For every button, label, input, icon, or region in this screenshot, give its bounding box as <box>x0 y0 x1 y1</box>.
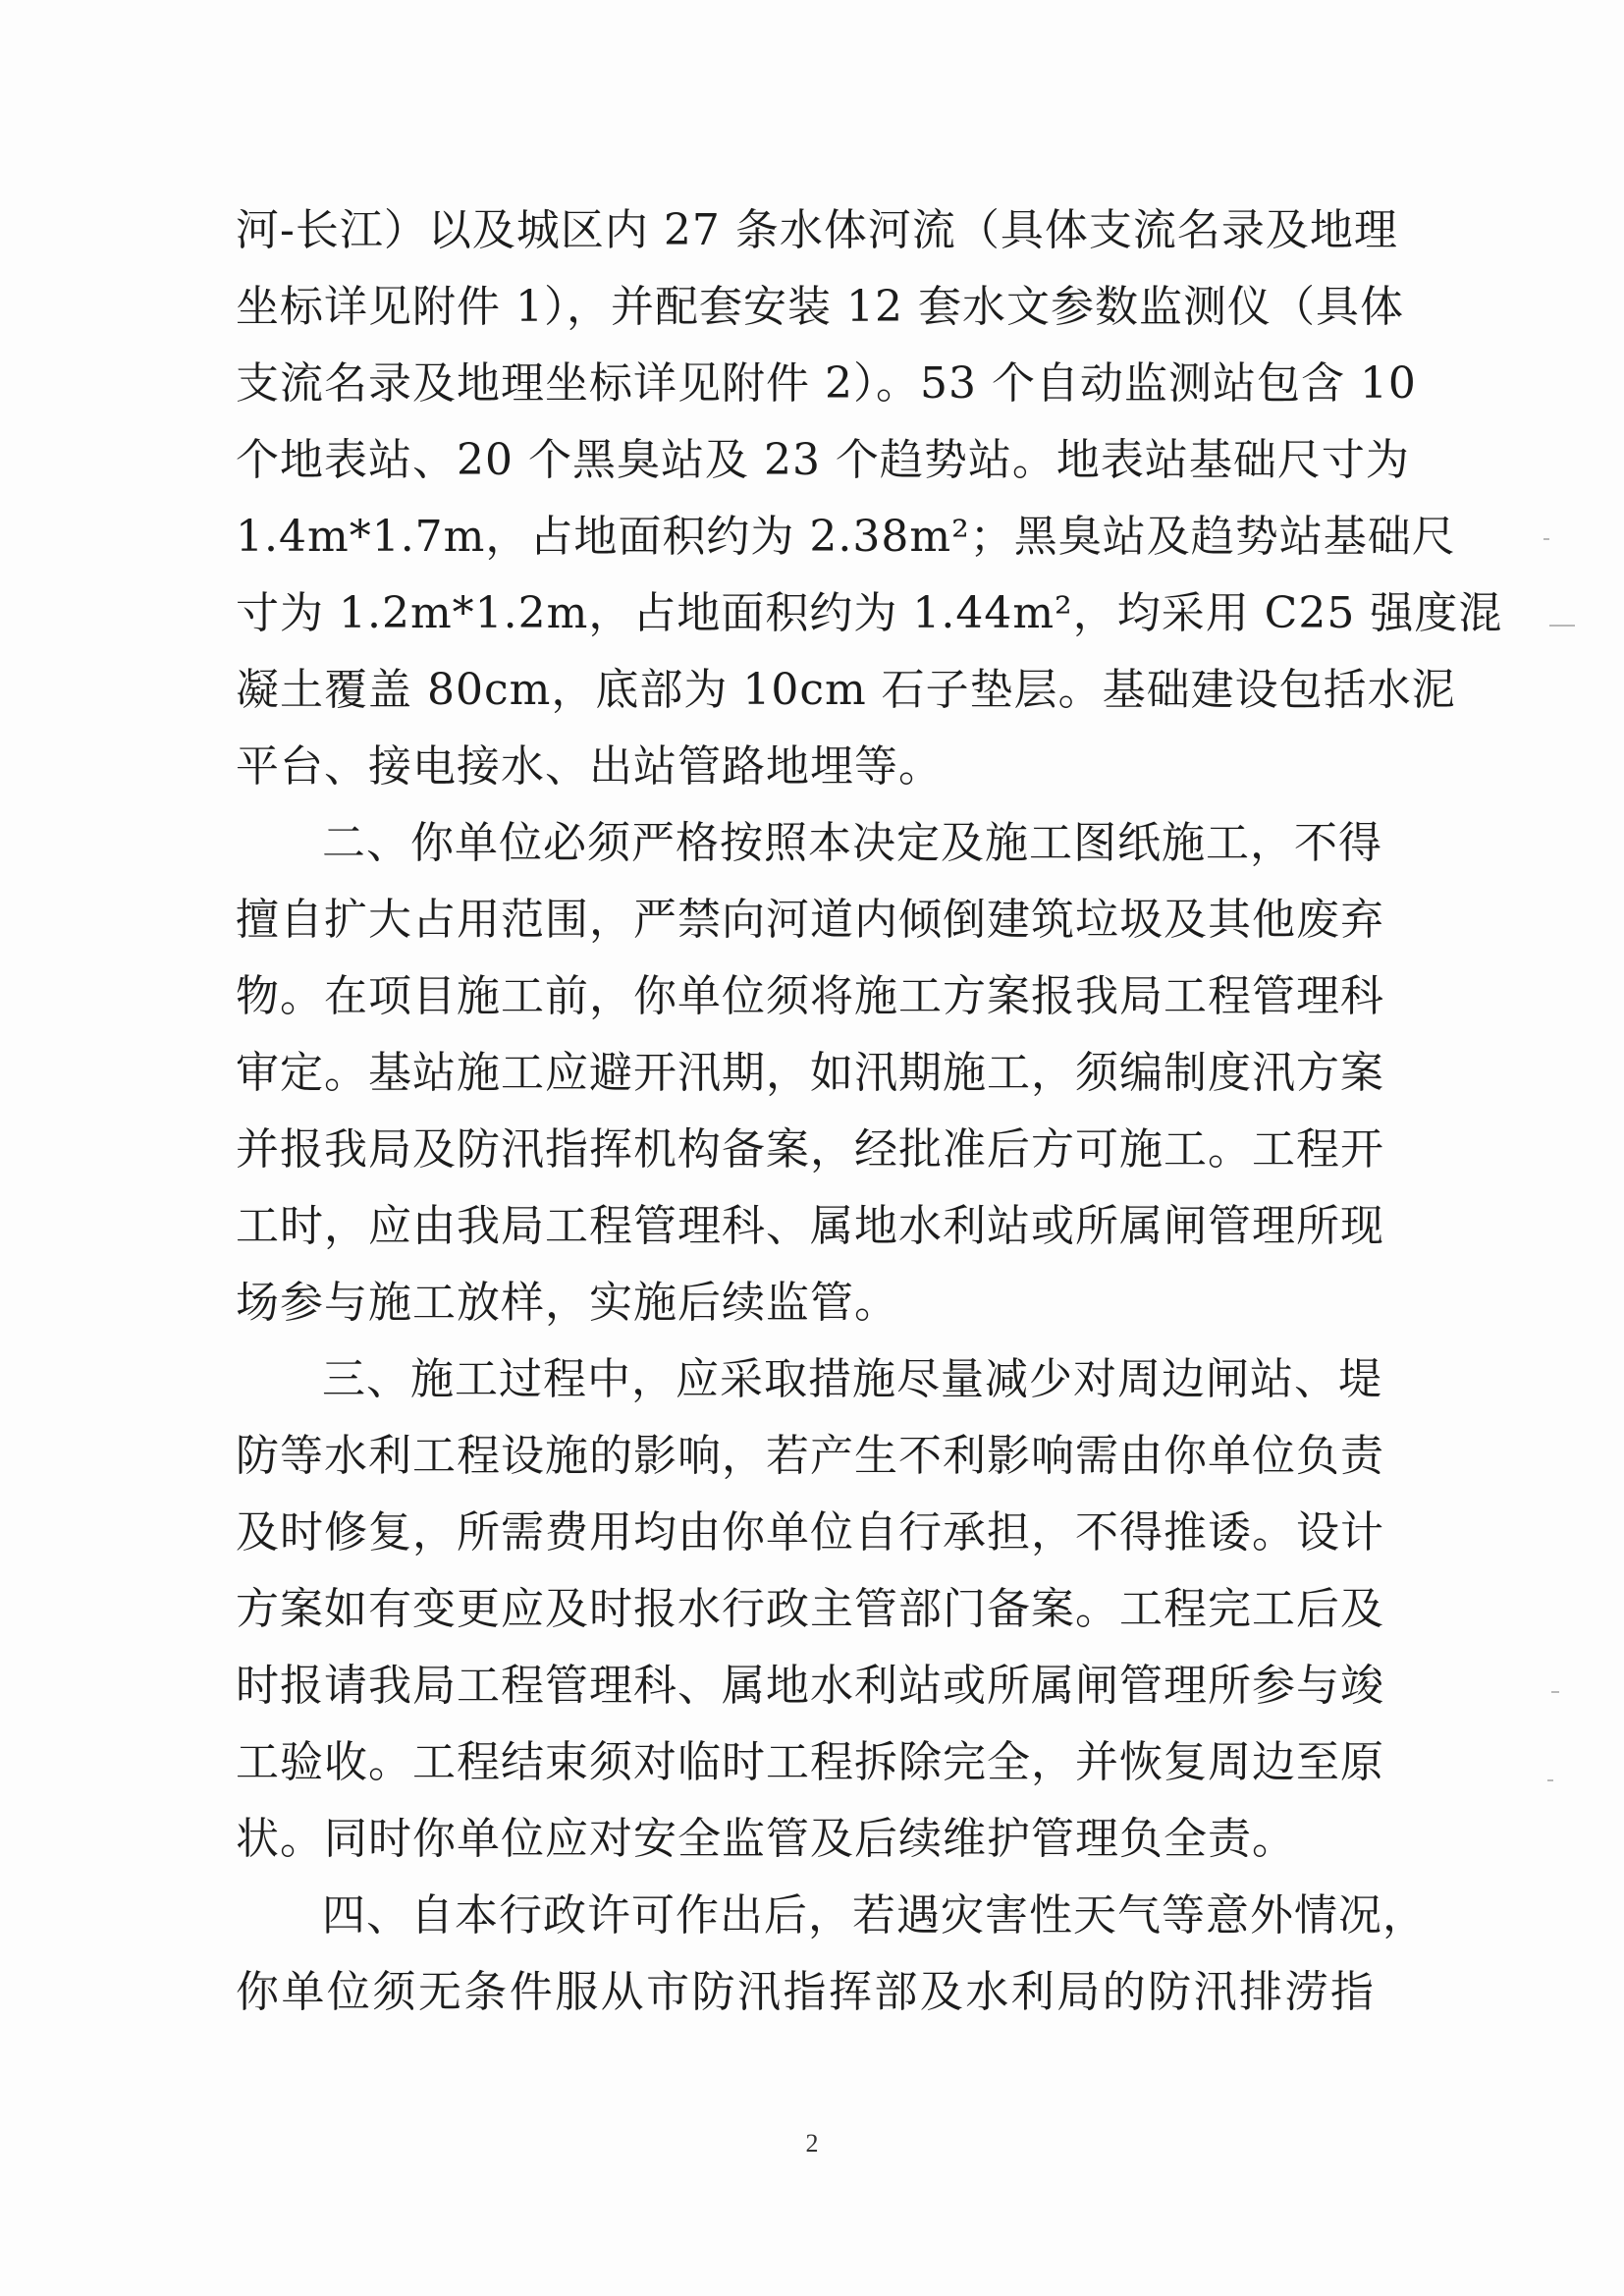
paragraph-4-first-line: 四、自本行政许可作出后，若遇灾害性天气等意外情况， <box>322 1890 1427 1941</box>
text-line: 你单位须无条件服从市防汛指挥部及水利局的防汛排涝指 <box>236 1967 1375 2017</box>
text-line: 支流名录及地理坐标详见附件 2）。53 个自动监测站包含 10 <box>236 358 1417 409</box>
text-line: 物。在项目施工前，你单位须将施工方案报我局工程管理科 <box>236 971 1384 1021</box>
text-line: 时报请我局工程管理科、属地水利站或所属闸管理所参与竣 <box>236 1661 1384 1711</box>
paragraph-3-first-line: 三、施工过程中，应采取措施尽量减少对周边闸站、堤 <box>322 1354 1382 1404</box>
text-line: 坐标详见附件 1），并配套安装 12 套水文参数监测仪（具体 <box>236 282 1404 332</box>
paragraph-2-first-line: 二、你单位必须严格按照本决定及施工图纸施工，不得 <box>322 818 1382 868</box>
text-line: 及时修复，所需费用均由你单位自行承担，不得推诿。设计 <box>236 1507 1384 1558</box>
text-line: 工验收。工程结束须对临时工程拆除完全，并恢复周边至原 <box>236 1737 1384 1787</box>
document-body <box>236 192 1503 2031</box>
text-line: 并报我局及防汛指挥机构备案，经批准后方可施工。工程开 <box>236 1124 1384 1175</box>
text-line: 个地表站、20 个黑臭站及 23 个趋势站。地表站基础尺寸为 <box>236 435 1410 485</box>
text-line: 场参与施工放样，实施后续监管。 <box>236 1278 898 1328</box>
text-line: 1.4m*1.7m，占地面积约为 2.38m²；黑臭站及趋势站基础尺 <box>236 512 1456 562</box>
text-line: 凝土覆盖 80cm，底部为 10cm 石子垫层。基础建设包括水泥 <box>236 665 1456 715</box>
text-line: 河-长江）以及城区内 27 条水体河流（具体支流名录及地理 <box>236 205 1398 255</box>
scan-speck <box>1551 1691 1559 1693</box>
scan-speck <box>1547 1779 1553 1781</box>
text-line: 工时，应由我局工程管理科、属地水利站或所属闸管理所现 <box>236 1201 1384 1251</box>
text-line: 方案如有变更应及时报水行政主管部门备案。工程完工后及 <box>236 1584 1384 1634</box>
text-line: 寸为 1.2m*1.2m，占地面积约为 1.44m²，均采用 C25 强度混 <box>236 588 1503 638</box>
text-line: 防等水利工程设施的影响，若产生不利影响需由你单位负责 <box>236 1431 1384 1481</box>
text-line: 审定。基站施工应避开汛期，如汛期施工，须编制度汛方案 <box>236 1048 1384 1098</box>
text-line: 状。同时你单位应对安全监管及后续维护管理负全责。 <box>236 1814 1296 1864</box>
text-line: 擅自扩大占用范围，严禁向河道内倾倒建筑垃圾及其他废弃 <box>236 895 1384 945</box>
text-line: 平台、接电接水、出站管路地埋等。 <box>236 741 943 792</box>
scan-speck <box>1543 538 1549 540</box>
page-number: 2 <box>805 2129 819 2158</box>
scan-speck <box>1549 625 1575 627</box>
